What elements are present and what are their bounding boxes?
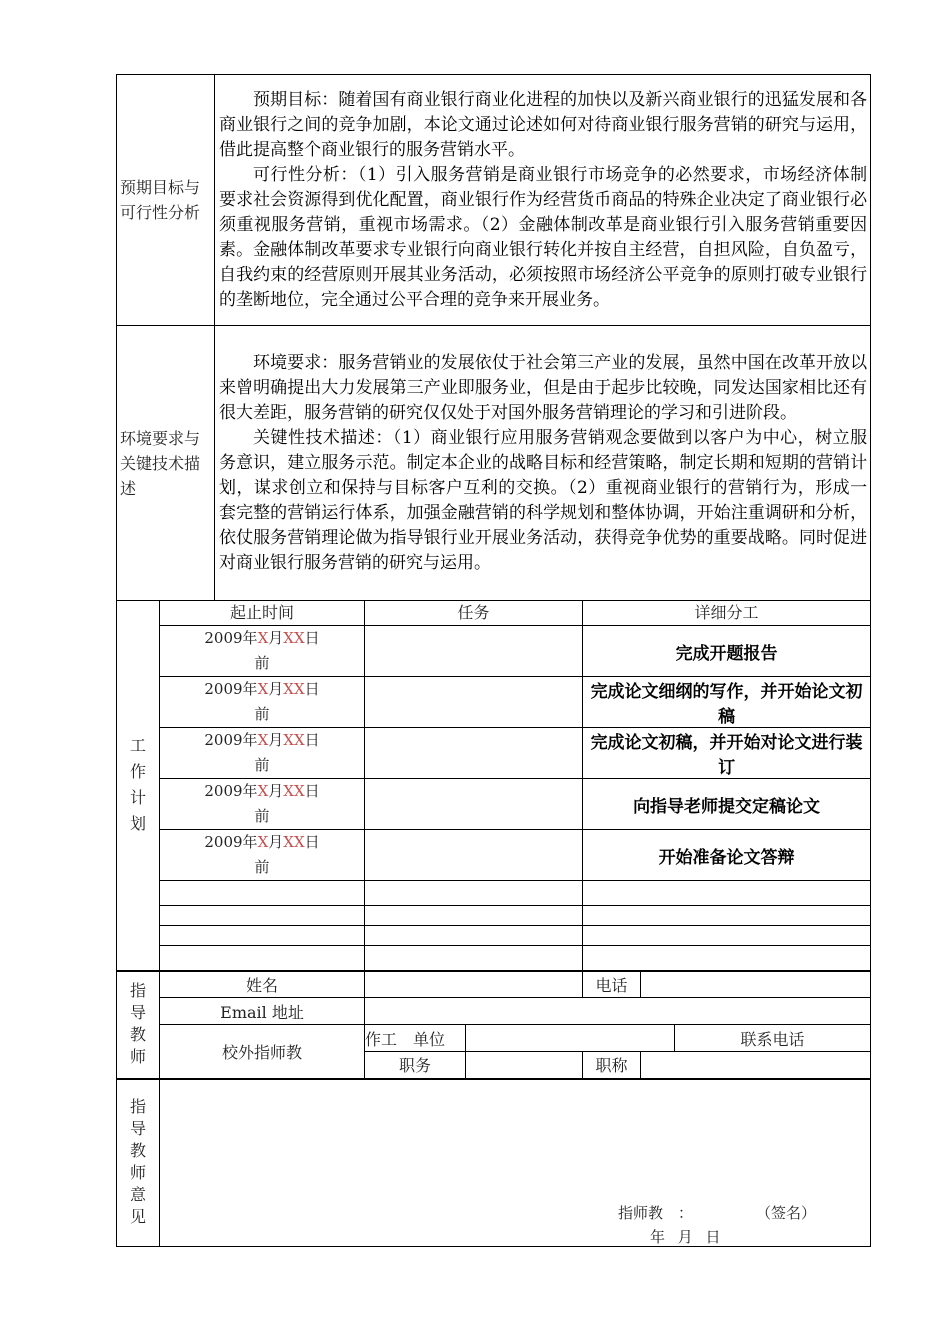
plan-date-cell — [160, 728, 365, 779]
proposal-form-table — [116, 74, 871, 1247]
plan-row — [117, 626, 871, 677]
plan-header-row — [117, 601, 871, 626]
advisor-email-value[interactable] — [365, 998, 871, 1025]
section-goals-content — [215, 75, 871, 326]
advisor-label-text: 指导教师 — [129, 981, 146, 1066]
date-day-unit: 日 — [304, 731, 320, 749]
opinion-label-text: 指导教师意见 — [129, 1097, 146, 1226]
date-day: XX — [283, 731, 305, 749]
plan-detail-cell: 完成论文初稿，并开始对论文进行装订 — [583, 728, 871, 779]
plan-task-cell — [365, 830, 583, 881]
date-month: X — [257, 731, 269, 749]
plan-empty-cell — [583, 946, 871, 971]
plan-empty-cell — [160, 946, 365, 971]
section-env-label: 环境要求与关键技术描述 — [117, 326, 215, 601]
date-year: 2009年 — [204, 731, 258, 749]
plan-row — [117, 728, 871, 779]
date-year: 2009年 — [204, 629, 258, 647]
advisor-email-label: Email 地址 — [160, 998, 365, 1025]
advisor-unit-value[interactable] — [466, 1025, 675, 1052]
plan-label — [117, 601, 160, 971]
date-month-unit: 月 — [268, 833, 284, 851]
date-month-unit: 月 — [268, 782, 284, 800]
plan-empty-cell — [160, 881, 365, 906]
section-env-row — [117, 326, 871, 601]
plan-empty-cell — [160, 926, 365, 946]
goals-paragraph: 预期目标：随着国有商业银行商业化进程的加快以及新兴商业银行的迅猛发展和各商业银行之间的竞争加剧，本论文通过论述如何对待商业银行服务营销的研究与运用，借此提高整个商业银行的服务营销水平。 — [219, 89, 868, 160]
opinion-sign-note: （签名） — [756, 1203, 817, 1222]
plan-empty-cell — [365, 926, 583, 946]
date-year: 2009年 — [204, 833, 258, 851]
plan-empty-cell — [365, 946, 583, 971]
plan-date-cell — [160, 677, 365, 728]
plan-detail-cell: 完成开题报告 — [583, 626, 871, 677]
date-month-unit: 月 — [268, 731, 284, 749]
date-suffix: 前 — [254, 654, 270, 672]
plan-row — [117, 677, 871, 728]
date-day-unit: 日 — [304, 833, 320, 851]
advisor-external-label: 校外指师教 — [160, 1025, 365, 1079]
date-month: X — [257, 629, 269, 647]
plan-date-cell — [160, 626, 365, 677]
advisor-phone-value[interactable] — [641, 971, 871, 998]
plan-row — [117, 830, 871, 881]
plan-empty-row — [117, 926, 871, 946]
plan-empty-row — [117, 881, 871, 906]
plan-empty-cell — [365, 881, 583, 906]
date-day: XX — [283, 782, 305, 800]
section-env-content — [215, 326, 871, 601]
date-month: X — [257, 833, 269, 851]
date-month-unit: 月 — [268, 680, 284, 698]
date-suffix: 前 — [254, 756, 270, 774]
advisor-name-label: 姓名 — [160, 971, 365, 998]
tech-paragraph: 关键性技术描述：（1）商业银行应用服务营销观念要做到以客户为中心，树立服务意识，建立服务示范。制定本企业的战略目标和经营策略，制定长期和短期的营销计划，谋求创立和保持与目标客户互利的交换。（2）重视商业银行的营销行为，形成一套完整的营销运行体系，加强金融营销的科学规划和整体协调，开始注重调研和分析，依仗服务营销理论做为指导银行业开展业务活动，获得竞争优势的重要战略。同时促进对商业银行服务营销的研究与运用。 — [219, 427, 868, 573]
date-day-unit: 日 — [304, 782, 320, 800]
plan-empty-row — [117, 946, 871, 971]
plan-header-detail: 详细分工 — [583, 601, 871, 626]
date-month-unit: 月 — [268, 629, 284, 647]
plan-empty-cell — [583, 881, 871, 906]
date-day-unit: 日 — [304, 680, 320, 698]
opinion-content[interactable] — [160, 1079, 871, 1247]
advisor-row-external — [117, 1025, 871, 1052]
advisor-unit-label: 作工 单位 — [365, 1025, 466, 1052]
date-year: 2009年 — [204, 680, 258, 698]
date-suffix: 前 — [254, 705, 270, 723]
opinion-date-line: 年 月 日 — [650, 1227, 721, 1246]
advisor-title-value[interactable] — [641, 1052, 871, 1079]
plan-empty-cell — [583, 906, 871, 926]
date-day: XX — [283, 833, 305, 851]
opinion-row — [117, 1079, 871, 1247]
advisor-label — [117, 971, 160, 1079]
opinion-signature-area — [160, 1080, 870, 1246]
advisor-duty-value[interactable] — [466, 1052, 583, 1079]
plan-task-cell — [365, 779, 583, 830]
plan-header-time: 起止时间 — [160, 601, 365, 626]
plan-task-cell — [365, 677, 583, 728]
plan-task-cell — [365, 626, 583, 677]
advisor-title-label: 职称 — [583, 1052, 641, 1079]
advisor-phone-label: 电话 — [583, 971, 641, 998]
section-goals-label: 预期目标与可行性分析 — [117, 75, 215, 326]
plan-label-text: 工作计划 — [129, 736, 146, 834]
date-day: XX — [283, 629, 305, 647]
date-month: X — [257, 680, 269, 698]
date-suffix: 前 — [254, 807, 270, 825]
plan-empty-cell — [365, 906, 583, 926]
plan-row — [117, 779, 871, 830]
plan-task-cell — [365, 728, 583, 779]
plan-empty-cell — [583, 926, 871, 946]
opinion-signature-label: 指师教 ： — [618, 1203, 694, 1222]
date-year: 2009年 — [204, 782, 258, 800]
advisor-row-name — [117, 971, 871, 998]
date-suffix: 前 — [254, 858, 270, 876]
date-day-unit: 日 — [304, 629, 320, 647]
plan-detail-cell: 开始准备论文答辩 — [583, 830, 871, 881]
plan-date-cell — [160, 830, 365, 881]
section-goals-row — [117, 75, 871, 326]
advisor-row-email — [117, 998, 871, 1025]
plan-date-cell — [160, 779, 365, 830]
advisor-contact-phone-label: 联系电话 — [675, 1025, 871, 1052]
env-paragraph: 环境要求：服务营销业的发展依仗于社会第三产业的发展，虽然中国在改革开放以来曾明确提出大力发展第三产业即服务业，但是由于起步比较晚，同发达国家相比还有很大差距，服务营销的研究仅仅处于对国外服务营销理论的学习和引进阶段。 — [219, 352, 868, 423]
opinion-label — [117, 1079, 160, 1247]
date-day: XX — [283, 680, 305, 698]
advisor-duty-label: 职务 — [365, 1052, 466, 1079]
plan-empty-cell — [160, 906, 365, 926]
date-month: X — [257, 782, 269, 800]
plan-detail-cell: 向指导老师提交定稿论文 — [583, 779, 871, 830]
feasibility-paragraph: 可行性分析：（1）引入服务营销是商业银行市场竞争的必然要求，市场经济体制要求社会资源得到优化配置，商业银行作为经营货币商品的特殊企业决定了商业银行必须重视服务营销，重视市场需求。（2）金融体制改革是商业银行引入服务营销重要因素。金融体制改革要求专业银行向商业银行转化并按自主经营，自担风险，自负盈亏，自我约束的经营原则开展其业务活动，必须按照市场经济公平竞争的原则打破专业银行的垄断地位，完全通过公平合理的竞争来开展业务。 — [219, 164, 868, 310]
plan-empty-row — [117, 906, 871, 926]
plan-header-task: 任务 — [365, 601, 583, 626]
plan-detail-cell: 完成论文细纲的写作，并开始论文初稿 — [583, 677, 871, 728]
advisor-name-value[interactable] — [365, 971, 583, 998]
